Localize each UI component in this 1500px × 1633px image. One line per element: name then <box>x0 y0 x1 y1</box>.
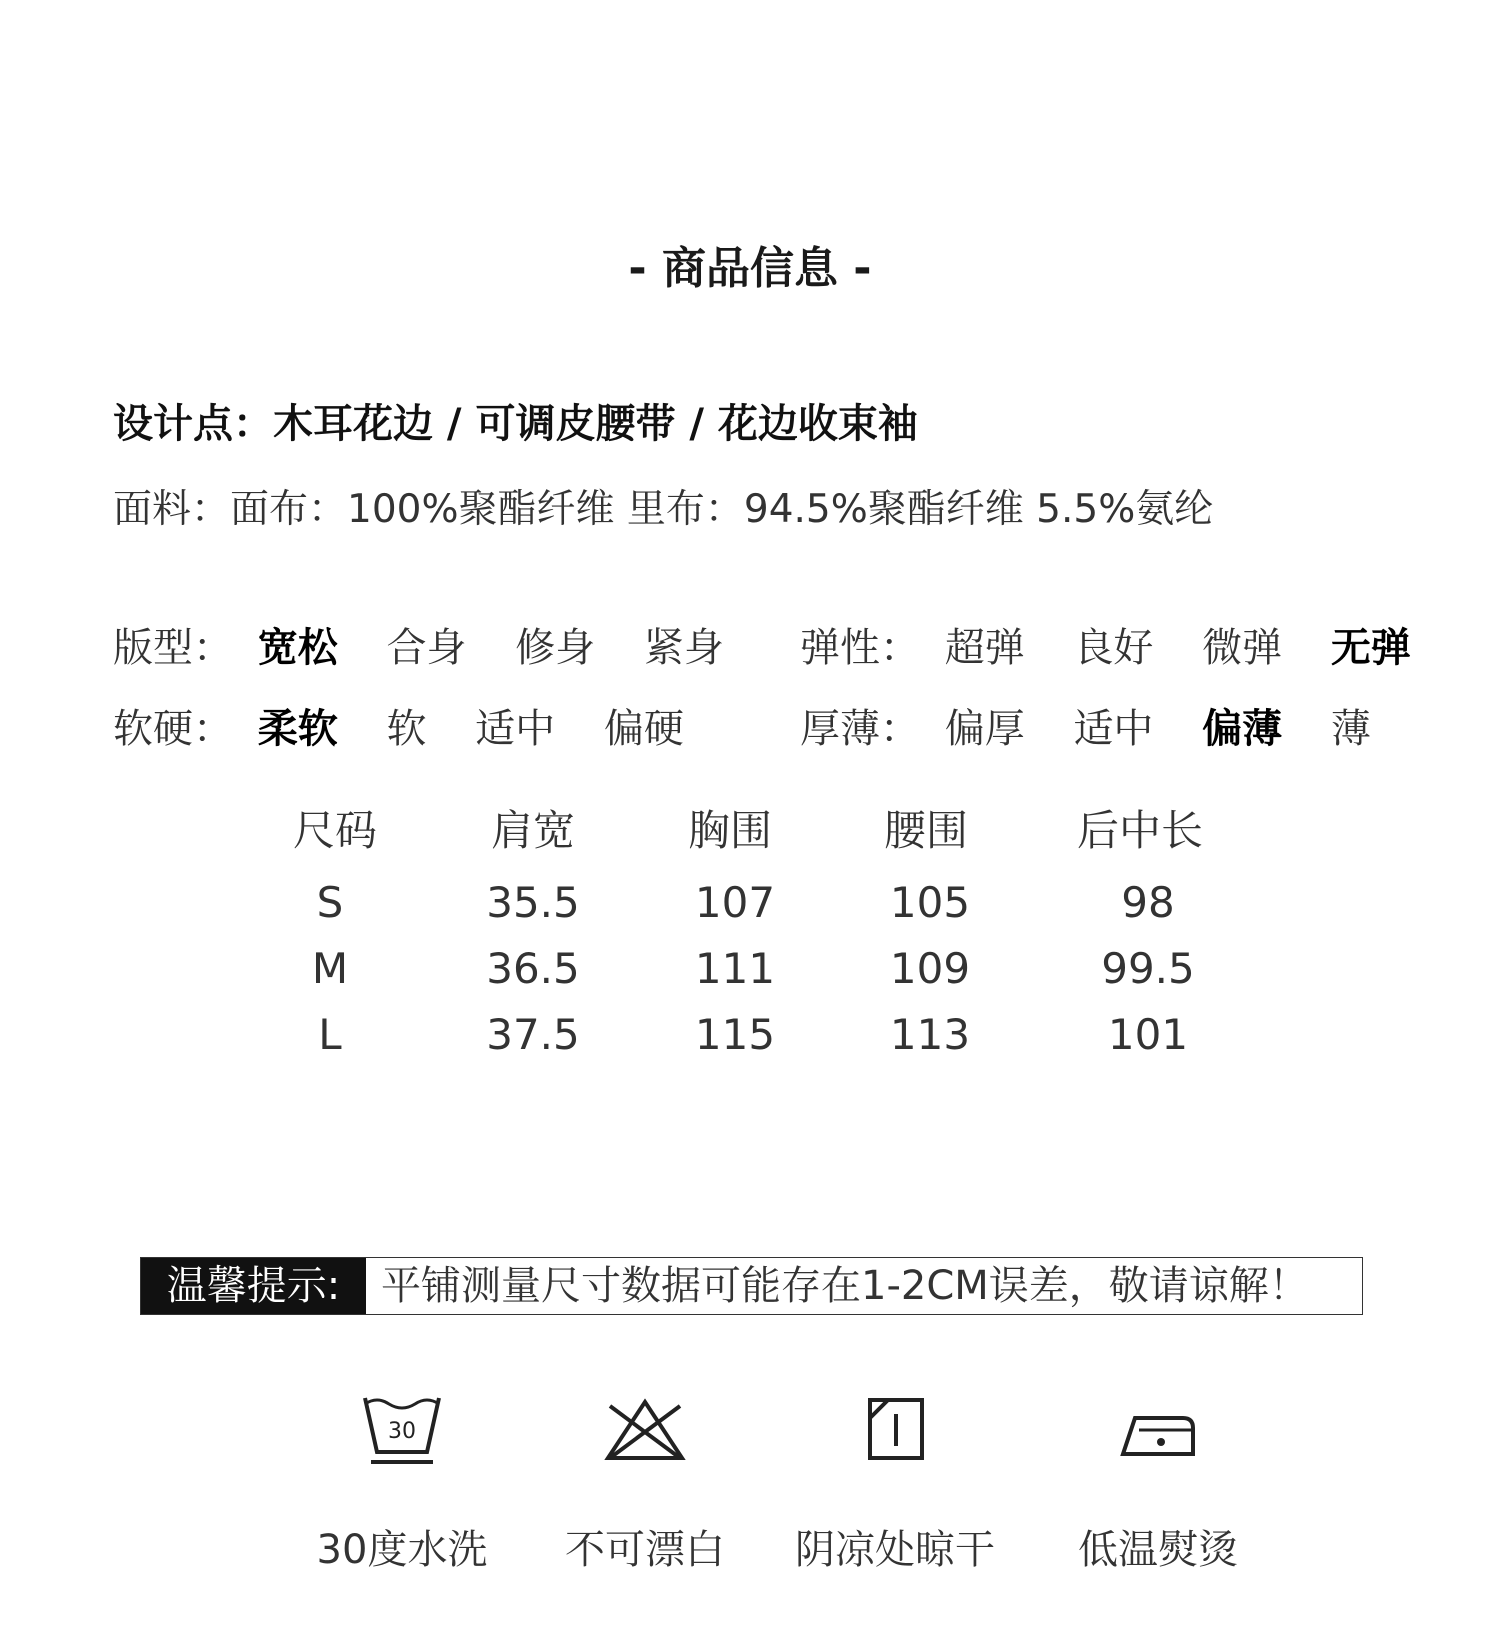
attr-fit-option: 紧身 <box>643 625 724 671</box>
attr-thickness-option: 偏薄 <box>1202 706 1283 752</box>
size-cell: 37.5 <box>486 1010 580 1059</box>
no-bleach-icon <box>600 1390 690 1470</box>
attr-fit-label: 版型： <box>113 625 233 671</box>
attr-thickness-option: 薄 <box>1330 706 1371 752</box>
attr-fit <box>113 616 760 673</box>
tip-label: 温馨提示: <box>141 1258 366 1314</box>
attr-thickness-option: 适中 <box>1073 706 1154 752</box>
size-cell: 113 <box>889 1010 971 1059</box>
attr-thickness-label: 厚薄： <box>800 706 920 752</box>
design-points: 设计点：木耳花边 / 可调皮腰带 / 花边收束袖 <box>113 401 918 447</box>
size-cell: 36.5 <box>486 944 580 993</box>
size-cell: 99.5 <box>1101 944 1195 993</box>
attr-softness-option: 柔软 <box>257 706 338 752</box>
fabric-info: 面料：面布：100%聚酯纤维 里布：94.5%聚酯纤维 5.5%氨纶 <box>113 487 1214 532</box>
size-cell: 35.5 <box>486 878 580 927</box>
attr-fit-option: 修身 <box>515 625 596 671</box>
attr-thickness <box>800 697 1407 754</box>
attr-elasticity <box>800 616 1447 673</box>
care-label: 不可漂白 <box>565 1527 725 1573</box>
attr-elasticity-label: 弹性： <box>800 625 920 671</box>
size-header-cell: 尺码 <box>292 806 377 855</box>
size-cell: 105 <box>889 878 971 927</box>
attr-thickness-option: 偏厚 <box>944 706 1025 752</box>
attr-elasticity-option: 良好 <box>1073 625 1154 671</box>
size-cell: 115 <box>694 1010 776 1059</box>
attr-fit-option: 宽松 <box>257 625 338 671</box>
attr-elasticity-option: 微弹 <box>1202 625 1283 671</box>
care-item-iron <box>1028 1390 1288 1575</box>
size-cell: M <box>311 944 349 993</box>
wash-30-icon <box>357 1390 447 1470</box>
attr-softness-option: 适中 <box>475 706 556 752</box>
attr-softness-option: 软 <box>386 706 427 752</box>
tip-text: 平铺测量尺寸数据可能存在1-2CM误差，敬请谅解！ <box>381 1263 1309 1309</box>
size-cell: 111 <box>694 944 776 993</box>
care-label: 阴凉处晾干 <box>795 1527 995 1573</box>
attr-softness <box>113 697 720 754</box>
attr-softness-label: 软硬： <box>113 706 233 752</box>
low-iron-icon <box>1113 1390 1203 1470</box>
size-header-cell: 后中长 <box>1076 806 1203 855</box>
care-label: 30度水洗 <box>316 1527 488 1573</box>
care-item-dry <box>765 1390 1025 1575</box>
size-cell: S <box>316 878 344 927</box>
attr-fit-option: 合身 <box>386 625 467 671</box>
attr-elasticity-option: 超弹 <box>944 625 1025 671</box>
size-cell: 109 <box>889 944 971 993</box>
size-cell: 101 <box>1107 1010 1189 1059</box>
size-header-cell: 腰围 <box>883 806 968 855</box>
care-item-wash <box>272 1390 532 1575</box>
attr-softness-option: 偏硬 <box>603 706 684 752</box>
size-cell: L <box>318 1010 342 1059</box>
page-title: - 商品信息 - <box>628 243 872 294</box>
size-cell: 98 <box>1121 878 1175 927</box>
attr-elasticity-option: 无弹 <box>1330 625 1411 671</box>
shade-dry-icon <box>850 1390 940 1470</box>
care-label: 低温熨烫 <box>1078 1527 1238 1573</box>
size-header-cell: 胸围 <box>687 806 772 855</box>
size-header-cell: 肩宽 <box>490 806 575 855</box>
tip-box <box>140 1257 1363 1315</box>
care-item-bleach <box>515 1390 775 1575</box>
size-cell: 107 <box>694 878 776 927</box>
wash-temp-text: 30 <box>388 1419 416 1444</box>
